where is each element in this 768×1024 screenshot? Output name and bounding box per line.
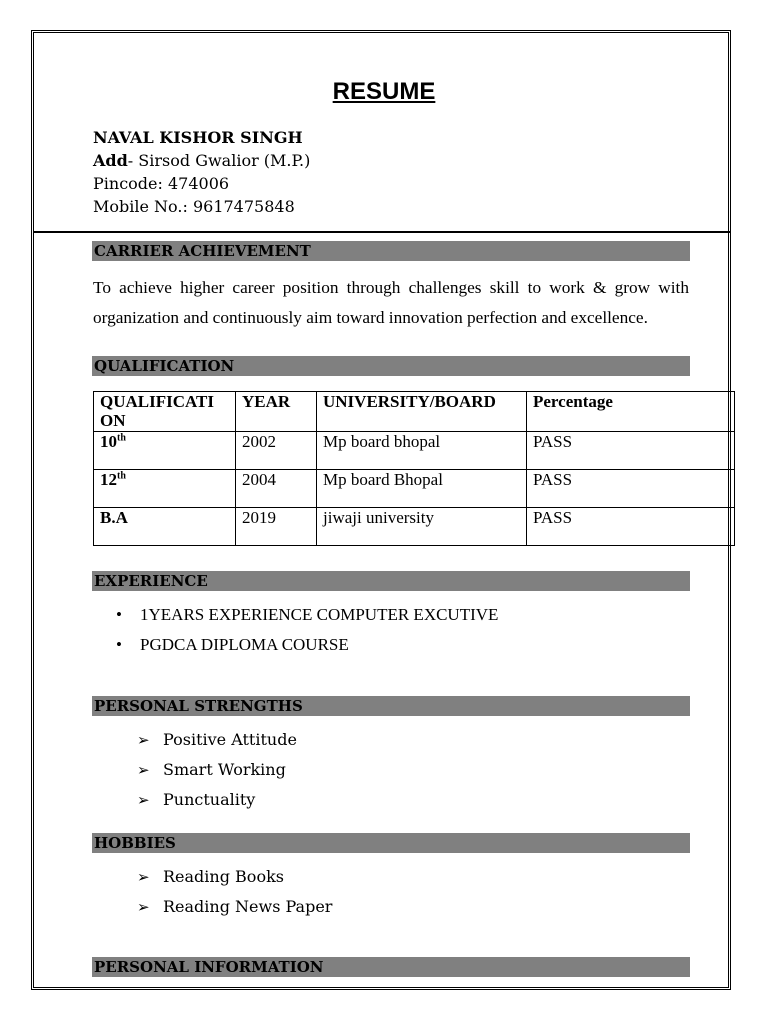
pincode-line: Pincode: 474006 — [93, 174, 230, 193]
table-header-row — [94, 392, 735, 432]
list-item: ➢ Reading Books — [93, 862, 332, 892]
cell-qualification: B.A — [94, 508, 236, 546]
address-line — [93, 149, 310, 172]
bullet-icon: • — [116, 605, 122, 624]
table-row — [94, 432, 735, 470]
col-header-percentage: Percentage — [527, 392, 735, 432]
address-label: Add — [93, 151, 128, 170]
table-row — [94, 470, 735, 508]
arrow-bullet-icon: ➢ — [137, 731, 150, 749]
cell-year: 2002 — [236, 432, 317, 470]
arrow-bullet-icon: ➢ — [137, 868, 150, 886]
address-value: - Sirsod Gwalior (M.P.) — [127, 151, 311, 170]
section-experience: EXPERIENCE — [92, 571, 690, 591]
header-divider — [34, 231, 731, 233]
section-career-achievement: CARRIER ACHIEVEMENT — [92, 241, 690, 261]
cell-board: Mp board Bhopal — [317, 470, 527, 508]
hobbies-list — [93, 862, 332, 922]
objective-text: To achieve higher career position through challenges skill to work & grow with organization and continuously aim toward innovation perfection and excellence. — [93, 278, 689, 327]
section-qualification: QUALIFICATION — [92, 356, 690, 376]
list-item: ➢ Reading News Paper — [93, 892, 332, 922]
resume-title: RESUME — [332, 78, 436, 105]
arrow-bullet-icon: ➢ — [137, 791, 150, 809]
section-hobbies: HOBBIES — [92, 833, 690, 853]
candidate-name: NAVAL KISHOR SINGH — [93, 128, 303, 147]
mobile-line: Mobile No.: 9617475848 — [93, 197, 295, 216]
list-item: ➢ Positive Attitude — [93, 725, 297, 755]
list-item: • 1YEARS EXPERIENCE COMPUTER EXCUTIVE — [93, 600, 498, 630]
col-header-qualification: QUALIFICATI ON — [94, 392, 236, 432]
qualification-table — [93, 391, 735, 546]
cell-year: 2019 — [236, 508, 317, 546]
arrow-bullet-icon: ➢ — [137, 761, 150, 779]
arrow-bullet-icon: ➢ — [137, 898, 150, 916]
cell-board: Mp board bhopal — [317, 432, 527, 470]
list-item: ➢ Punctuality — [93, 785, 297, 815]
col-header-university: UNIVERSITY/BOARD — [317, 392, 527, 432]
cell-board: jiwaji university — [317, 508, 527, 546]
cell-result: PASS — [527, 432, 735, 470]
cell-qualification: 12th — [94, 470, 236, 508]
table-row — [94, 508, 735, 546]
section-personal-strengths: PERSONAL STRENGTHS — [92, 696, 690, 716]
list-item: ➢ Smart Working — [93, 755, 297, 785]
cell-result: PASS — [527, 470, 735, 508]
cell-qualification: 10th — [94, 432, 236, 470]
section-personal-information: PERSONAL INFORMATION — [92, 957, 690, 977]
experience-list — [93, 600, 498, 660]
strengths-list — [93, 725, 297, 815]
list-item: • PGDCA DIPLOMA COURSE — [93, 630, 498, 660]
cell-year: 2004 — [236, 470, 317, 508]
bullet-icon: • — [116, 635, 122, 654]
col-header-year: YEAR — [236, 392, 317, 432]
cell-result: PASS — [527, 508, 735, 546]
